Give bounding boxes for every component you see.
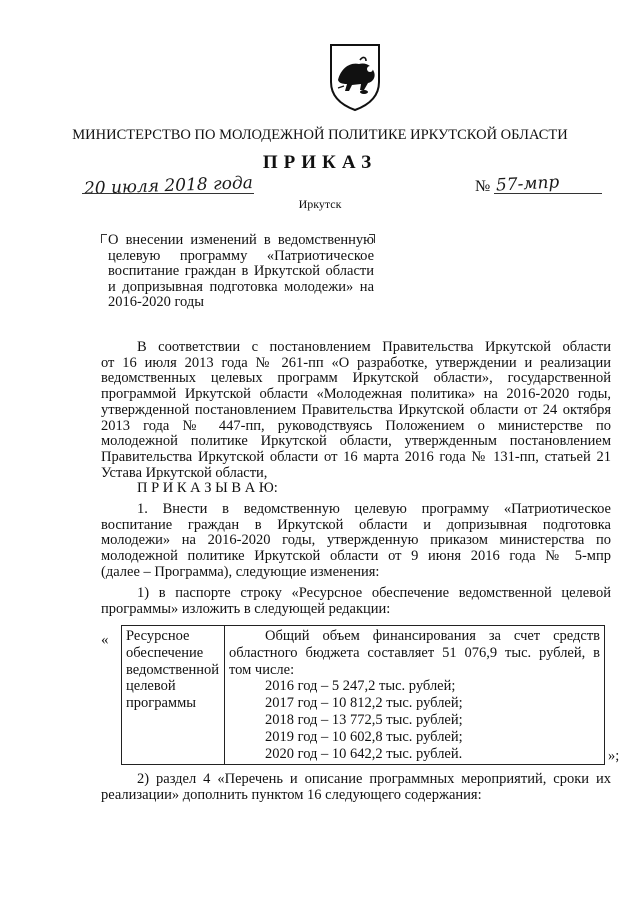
text-line: В соответствии с постановлением Правительства Иркутской области xyxy=(137,339,611,355)
coat-of-arms-emblem xyxy=(328,42,382,112)
text-line: ведомственных целевых программ Иркутской области», государственной xyxy=(101,370,611,387)
number-sign: № xyxy=(475,178,491,195)
order-subject xyxy=(108,233,374,311)
total-line: Общий объем финансирования за счет средств xyxy=(265,628,600,644)
resource-label-cell xyxy=(122,626,225,765)
text-line: воспитание граждан в Иркутской области и допризывная подготовка xyxy=(101,516,611,533)
text-line: 1) в паспорте строку «Ресурсное обеспечение ведомственной целевой xyxy=(137,585,611,601)
label-line: программы xyxy=(126,695,196,712)
text-line: программой Иркутской области «Молодежная политика» на 2016-2020 годы, xyxy=(101,386,611,403)
label-line: обеспечение xyxy=(126,644,204,661)
quote-close: »; xyxy=(608,748,620,764)
text-line: (далее – Программа), следующие изменения: xyxy=(101,563,380,580)
text-line: молодежной политике Иркутской области от 9 июня 2016 года № 5-мпр xyxy=(101,548,611,565)
ministry-name: МИНИСТЕРСТВО ПО МОЛОДЕЖНОЙ ПОЛИТИКЕ ИРКУТСКОЙ ОБЛАСТИ xyxy=(72,127,568,143)
city-name: Иркутск xyxy=(298,197,342,211)
text-line: программы» изложить в следующей редакции: xyxy=(101,600,391,617)
document-title: ПРИКАЗ xyxy=(262,152,378,173)
preamble-paragraph xyxy=(101,340,611,497)
item-1-2-paragraph xyxy=(101,772,611,803)
subject-line: 2016-2020 годы xyxy=(108,294,204,310)
subject-bracket-left xyxy=(101,234,107,243)
label-line: ведомственной xyxy=(126,661,220,678)
text-line: молодежной политике Иркутской области, утвержденным постановлением xyxy=(101,433,611,450)
handwritten-date: 20 июля 2018 года xyxy=(83,173,254,199)
year-amount: 2017 год – 10 812,2 тыс. рублей; xyxy=(265,695,463,712)
subject-line: и допризывная подготовка молодежи» на xyxy=(108,278,374,295)
total-line: том числе: xyxy=(229,661,295,678)
subject-line: О внесении изменений в ведомственную xyxy=(108,232,374,248)
text-line: 2) раздел 4 «Перечень и описание программных мероприятий, сроки их xyxy=(137,771,611,787)
text-line: от 16 июля 2013 года № 261-пп «О разработке, утверждении и реализации xyxy=(101,354,611,371)
text-line: реализации» дополнить пунктом 16 следующего содержания: xyxy=(101,786,482,803)
text-line: утвержденной постановлением Правительства Иркутской области от 24 октября xyxy=(101,401,611,418)
text-line: Устава Иркутской области, xyxy=(101,464,268,481)
year-amount: 2016 год – 5 247,2 тыс. рублей; xyxy=(265,678,456,695)
text-line: молодежи» на 2016-2020 годы, утвержденную приказом министерства по xyxy=(101,532,611,549)
text-line: 1. Внести в ведомственную целевую программу «Патриотическое xyxy=(137,501,611,517)
item-1-paragraph xyxy=(101,502,611,581)
table-row xyxy=(122,626,605,765)
date-underline xyxy=(82,193,254,194)
subject-line: воспитание граждан в Иркутской области xyxy=(108,263,374,279)
year-amount: 2018 год – 13 772,5 тыс. рублей; xyxy=(265,711,463,728)
label-line: Ресурсное xyxy=(126,628,190,644)
resource-value-cell xyxy=(225,626,605,765)
text-line: 2013 года № 447-пп, руководствуясь Положением о министерстве по xyxy=(101,417,611,434)
resource-table xyxy=(121,625,605,765)
number-underline xyxy=(494,193,602,194)
subject-line: целевую программу «Патриотическое xyxy=(108,247,374,264)
year-amount: 2019 год – 10 602,8 тыс. рублей; xyxy=(265,728,463,745)
text-line: Правительства Иркутской области от 16 марта 2016 года № 131-пп, статьей 21 xyxy=(101,448,611,465)
label-line: целевой xyxy=(126,678,176,695)
order-word: П Р И К А З Ы В А Ю: xyxy=(137,480,278,497)
total-line: областного бюджета составляет 51 076,9 тыс. рублей, в xyxy=(229,644,600,661)
quote-open: « xyxy=(101,632,109,648)
handwritten-order-number: 57-мпр xyxy=(495,172,560,196)
irkutsk-coat-of-arms-icon xyxy=(328,42,382,112)
year-amount: 2020 год – 10 642,2 тыс. рублей. xyxy=(265,745,463,762)
item-1-1-paragraph xyxy=(101,586,611,617)
